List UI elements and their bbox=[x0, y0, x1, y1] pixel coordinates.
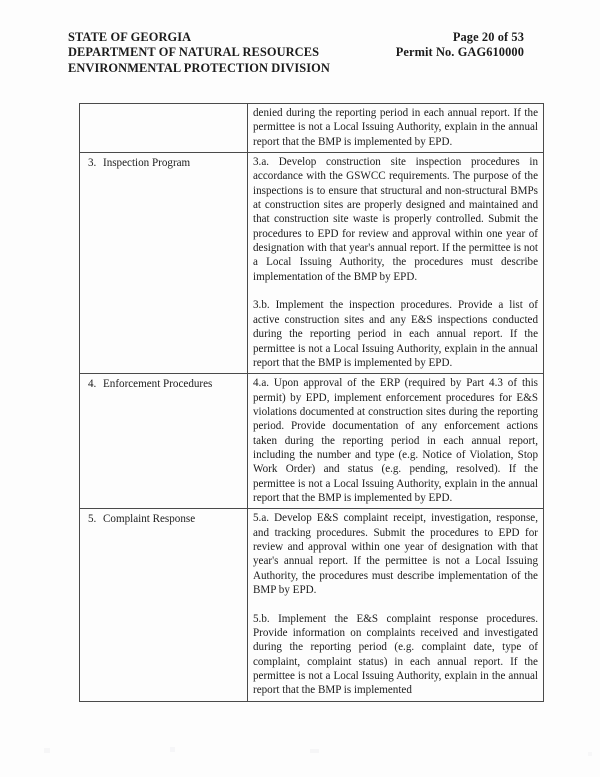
row-body-cell-inspection-program bbox=[248, 153, 544, 374]
permit-number: Permit No. GAG610000 bbox=[395, 45, 524, 60]
paragraph: 5.a. Develop E&S complaint receipt, investigation, response, and tracking procedures. Submit the procedures to EPD for review and approval within one year of designation with that year's annual report. If the permittee is not a Local Issuing Authority, the procedures must describe implementation of the BMP by EPD. bbox=[253, 512, 538, 596]
agency-heading bbox=[68, 30, 330, 76]
table-row bbox=[80, 374, 544, 509]
row-label-number: 4. bbox=[88, 378, 97, 391]
agency-line-2: DEPARTMENT OF NATURAL RESOURCES bbox=[68, 45, 320, 60]
page-number: Page 20 of 53 bbox=[452, 30, 524, 44]
row-label-text: Complaint Response bbox=[103, 513, 196, 526]
row-label-number: 3. bbox=[88, 157, 97, 170]
page-meta bbox=[396, 30, 534, 61]
row-label-text: Inspection Program bbox=[103, 157, 191, 170]
row-label-text: Enforcement Procedures bbox=[103, 378, 213, 391]
table-row bbox=[80, 153, 544, 374]
page-header bbox=[68, 30, 534, 76]
row-label-number: 5. bbox=[88, 513, 97, 526]
row-label-cell-inspection-program bbox=[80, 153, 248, 374]
row-label bbox=[85, 376, 242, 391]
paragraph: 3.a. Develop construction site inspection procedures in accordance with the GSWCC requirements. The purpose of the inspections is to ensure that structural and non-structural BMPs at construction sites are properly designed and maintained and that construction site waste is properly controlled. Submit the procedures to EPD for review and approval within one year of designation with that year's annual report. If the permittee is not a Local Issuing Authority, the procedures must describe implementation of the BMP by EPD. bbox=[253, 156, 538, 283]
paragraph: denied during the reporting period in each annual report. If the permittee is not a Local Issuing Authority, explain in the annual report that the BMP is implemented by EPD. bbox=[253, 107, 538, 148]
row-label-cell-complaint-response bbox=[80, 509, 248, 701]
paragraph: 5.b. Implement the E&S complaint response procedures. Provide information on complaints received and investigated during the reporting period (e.g. complaint date, type of complaint, complaint status) in each annual report. If the permittee is not a Local Issuing Authority, explain in the annual report that the BMP is implemented bbox=[253, 612, 538, 697]
paragraph: 4.a. Upon approval of the ERP (required by Part 4.3 of this permit) by EPD, implement enforcement procedures for E&S violations documented at construction sites during the reporting period. Provide documentation of any enforcement actions taken during the reporting period in each annual report, including the number and type (e.g. Notice of Violation, Stop Work Order) and status (e.g. pending, resolved). If the permittee is not a Local Issuing Authority, explain in the annual report that the BMP is implemented by EPD. bbox=[253, 377, 538, 504]
row-body-cell-enforcement-procedures bbox=[248, 374, 544, 509]
table-row bbox=[80, 104, 544, 153]
row-label bbox=[85, 511, 242, 526]
row-label-cell-continuation bbox=[80, 104, 248, 153]
table-row bbox=[80, 509, 544, 701]
row-label-cell-enforcement-procedures bbox=[80, 374, 248, 509]
bmp-requirements-table bbox=[79, 103, 544, 702]
agency-line-1: STATE OF GEORGIA bbox=[68, 30, 192, 44]
row-body-cell-continuation bbox=[248, 104, 544, 153]
paragraph: 3.b. Implement the inspection procedures. Provide a list of active construction sites and any E&S inspections conducted during the reporting period in each annual report. If the permittee is not a Local Issuing Authority, explain in the annual report that the BMP is implemented by EPD. bbox=[253, 299, 538, 369]
row-body-cell-complaint-response bbox=[248, 509, 544, 701]
row-label bbox=[85, 155, 242, 170]
agency-line-3: ENVIRONMENTAL PROTECTION DIVISION bbox=[68, 60, 330, 75]
